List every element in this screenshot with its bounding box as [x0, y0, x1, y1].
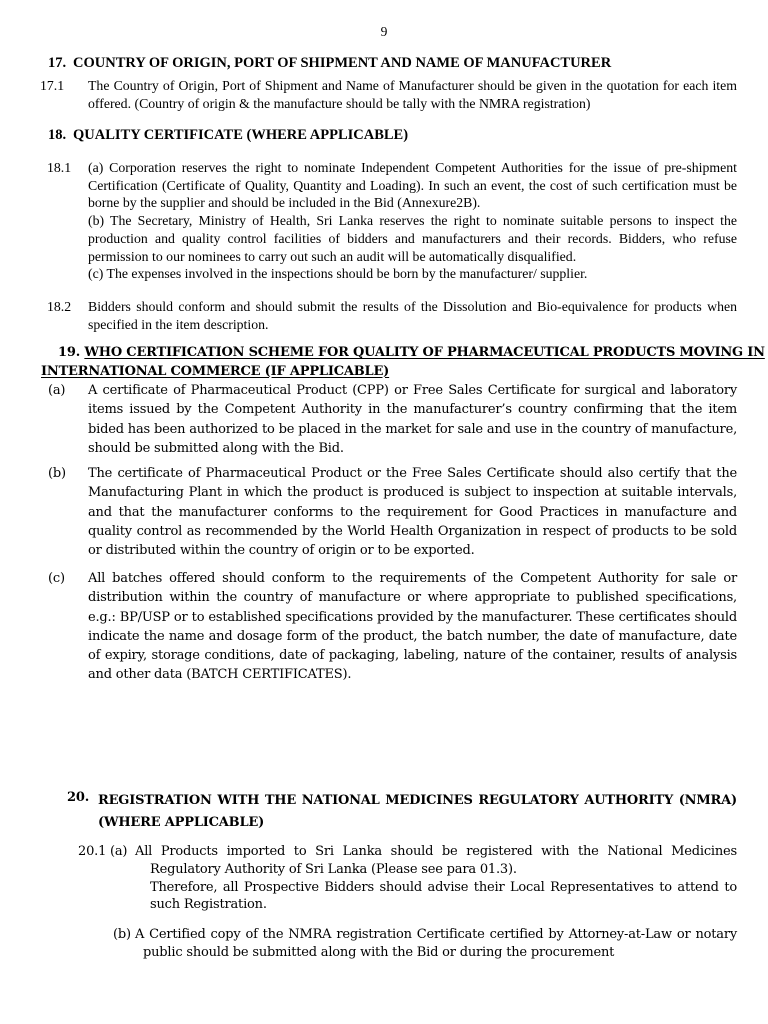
section-18-number: 18. [48, 127, 67, 143]
clause-17-1-text: The Country of Origin, Port of Shipment and Name of Manufacturer should be given in the quotation for each item offered. (Country of origin & the manufacture should be tally with the NMRA registration) [88, 78, 737, 111]
clause-20-1-a [0, 843, 768, 914]
clause-20-b [0, 926, 768, 962]
clause-19-c-text: All batches offered should conform to the requirements of the Competent Authority for sale or distribution within the country of manufacture or where appropriate to published specifications, e.g.: BP/USP or to established specifications provided by the manufacturer. These certificates should indicate the name and dosage form of the product, the batch number, the date of manufacture, date of expiry, storage conditions, date of packaging, labeling, nature of the container, results of analysis and other data (BATCH CERTIFICATES). [88, 571, 737, 683]
clause-19-a [0, 381, 768, 458]
clause-20-b-para: A Certified copy of the NMRA registration Certificate certified by Attorney-at-Law or notary public should be submitted along with the Bid or during the procurement [135, 927, 737, 960]
clause-18-2-text: Bidders should conform and should submit the results of the Dissolution and Bio-equivalence for products when specified in the item description. [88, 299, 737, 332]
clause-20-b-label: (b) [113, 927, 131, 942]
clause-19-b-text: The certificate of Pharmaceutical Product or the Free Sales Certificate should also certify that the Manufacturing Plant in which the product is produced is subject to inspection at suitable intervals, and that the manufacturer conforms to the requirement for Good Practices in manufacture and quality control as recommended by the World Health Organization in respect of products to be sold or distributed within the country of origin or to be exported. [88, 466, 737, 559]
section-17-number: 17. [48, 55, 67, 71]
section-20-title [98, 790, 737, 834]
clause-20-1-sub-label: (a) [110, 844, 128, 859]
clause-18-1-label: 18.1 [47, 160, 72, 175]
section-19-title-line2: INTERNATIONAL COMMERCE (IF APPLICABLE) [41, 363, 390, 379]
clause-17-1 [0, 77, 768, 112]
clause-18-1-para-b: (b) The Secretary, Ministry of Health, Sri Lanka reserves the right to nominate suitable persons to inspect the production and quality control facilities of bidders and manufacturers and their records. Bidders, who refuse permission to our nominees to carry out such an audit will be automatically disqualified. [88, 213, 737, 264]
section-17-title: COUNTRY OF ORIGIN, PORT OF SHIPMENT AND NAME OF MANUFACTURER [73, 55, 612, 71]
clause-18-1-text [88, 159, 737, 283]
clause-19-a-text: A certificate of Pharmaceutical Product (CPP) or Free Sales Certificate for surgical and laboratory items issued by the Competent Authority in the manufacturer’s country confirming that the item bided has been authorized to be placed in the market for sale and use in the country of manufacture, should be submitted along with the Bid. [88, 383, 737, 456]
clause-20-1-number: 20.1 [78, 844, 107, 859]
clause-18-2 [0, 298, 768, 333]
clause-19-b-label: (b) [48, 466, 66, 481]
clause-19-a-label: (a) [48, 383, 66, 398]
page-number: 9 [380, 24, 388, 39]
section-18-heading [48, 127, 768, 144]
clause-20-b-text [135, 926, 737, 962]
clause-20-1-para1: All Products imported to Sri Lanka should be registered with the National Medicines Regulatory Authority of Sri Lanka (Please see para 01.3). [135, 844, 737, 877]
clause-18-1-para-a: (a) Corporation reserves the right to nominate Independent Competent Authorities for the issue of pre-shipment Certification (Certificate of Quality, Quantity and Loading). In such an event, the cost of such certification must be borne by the supplier and should be included in the Bid (Annexure2B). [88, 160, 737, 211]
clause-19-b [0, 464, 768, 560]
clause-18-1-para-c: (c) The expenses involved in the inspections should be born by the manufacturer/ supplier. [88, 266, 588, 282]
section-19-heading-line1 [41, 344, 765, 363]
section-19-heading [0, 344, 768, 381]
clause-20-1-text [135, 843, 737, 914]
clause-20-1-para2: Therefore, all Prospective Bidders should advise their Local Representatives to attend to such Registration. [150, 879, 737, 913]
clause-18-2-label: 18.2 [47, 299, 72, 314]
section-20-number: 20. [67, 790, 90, 805]
section-18-title: QUALITY CERTIFICATE (WHERE APPLICABLE) [73, 127, 409, 143]
section-20-heading [0, 790, 768, 834]
clause-19-c [0, 569, 768, 685]
section-19-number: 19. [58, 345, 81, 360]
section-17-heading [48, 55, 768, 72]
section-20-title-line1: REGISTRATION WITH THE NATIONAL MEDICINES REGULATORY AUTHORITY (NMRA) [98, 793, 737, 808]
clause-18-1 [0, 159, 768, 283]
clause-17-1-label: 17.1 [40, 78, 65, 93]
section-19-title-line1: WHO CERTIFICATION SCHEME FOR QUALITY OF PHARMACEUTICAL PRODUCTS MOVING IN [84, 345, 765, 360]
section-20-title-line2: (WHERE APPLICABLE) [98, 815, 265, 830]
clause-19-c-label: (c) [48, 571, 65, 586]
